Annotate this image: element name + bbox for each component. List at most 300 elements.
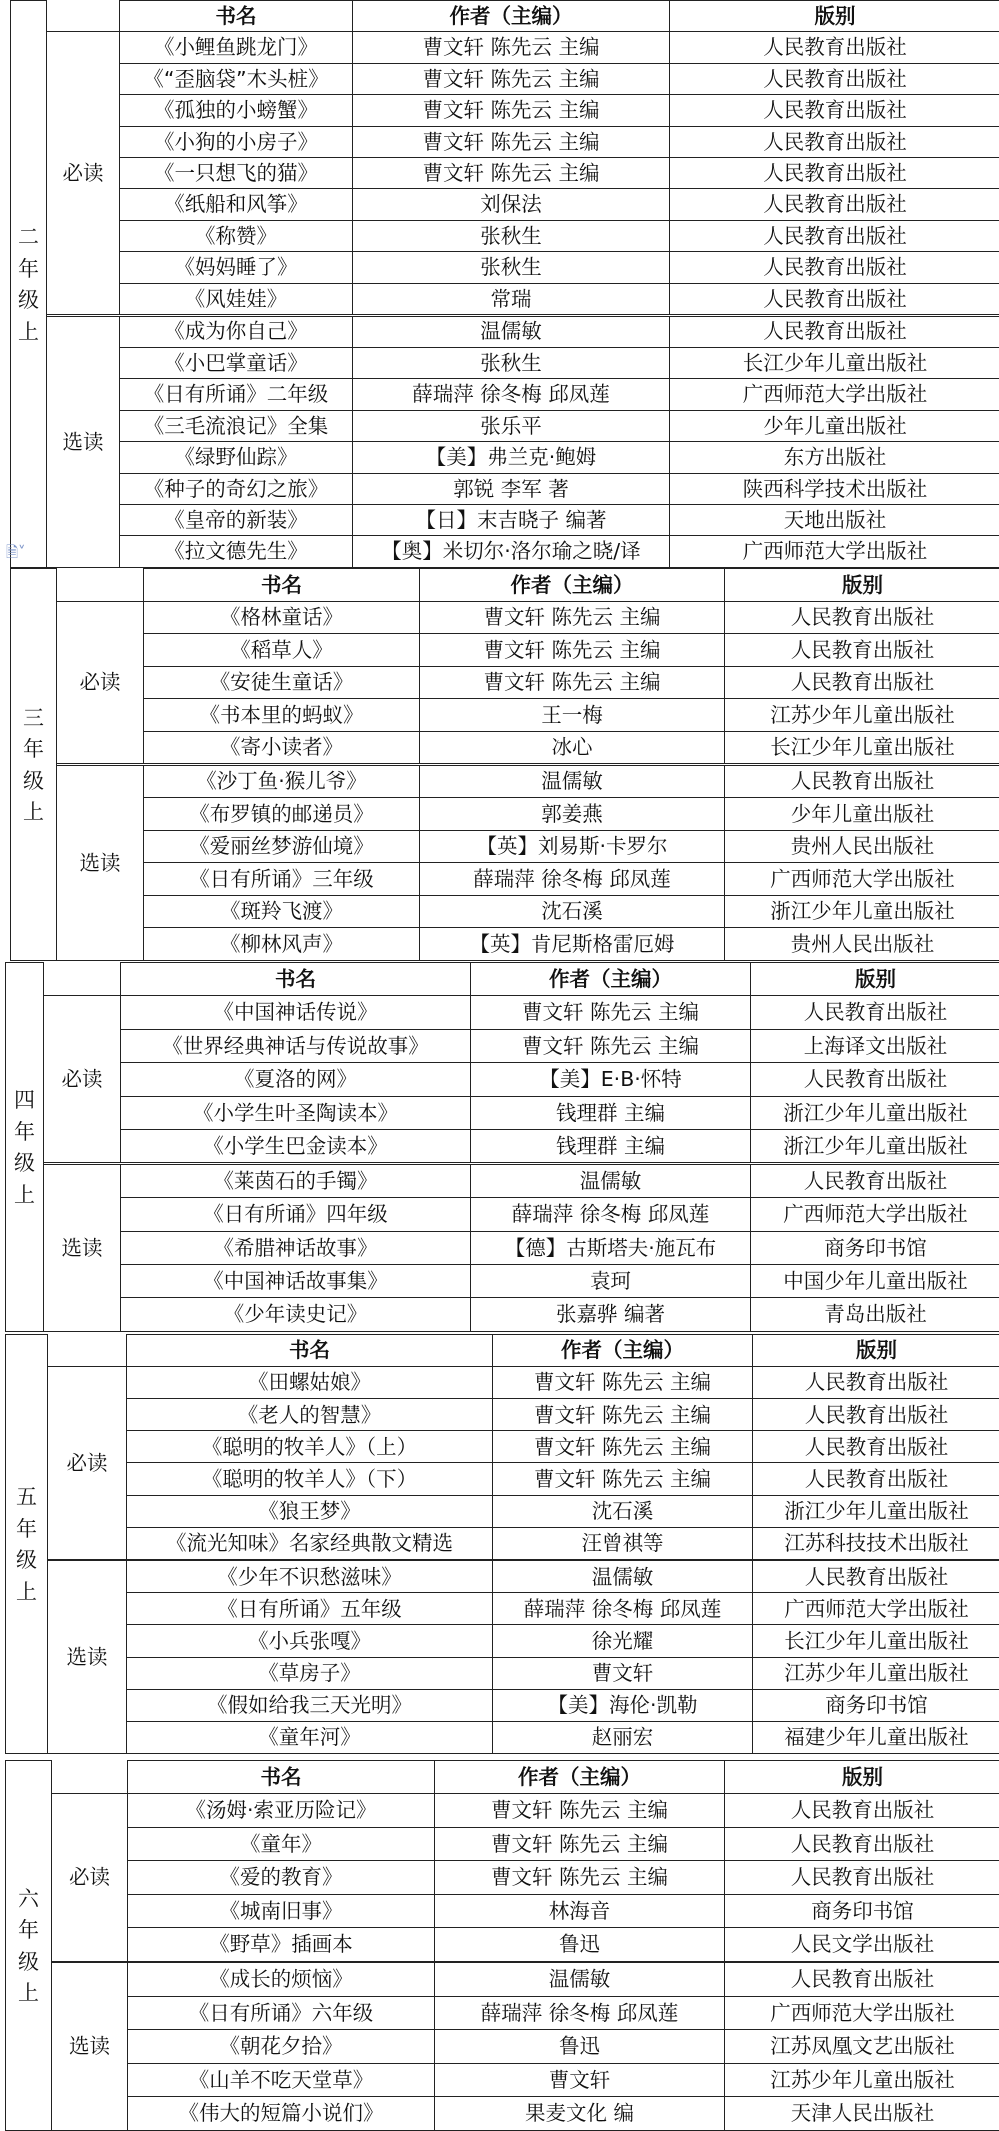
header-row [6, 1761, 999, 1794]
grade-label-char: 年 [18, 1918, 39, 1942]
book-title: 《成为你自己》 [120, 316, 353, 347]
document-icon: 🗎˅ [6, 543, 26, 561]
book-title: 《日有所诵》六年级 [128, 1996, 435, 2029]
book-author: 刘保法 [353, 189, 670, 220]
book-row [6, 1431, 999, 1463]
book-author: 温儒敏 [353, 316, 670, 347]
book-publisher: 广西师范大学出版社 [751, 1198, 999, 1231]
book-publisher: 广西师范大学出版社 [725, 863, 999, 896]
book-publisher: 福建少年儿童出版社 [753, 1721, 999, 1753]
book-row [11, 347, 999, 378]
grade-label [6, 1761, 52, 2131]
book-title: 《成长的烦恼》 [128, 1963, 435, 1996]
book-title: 《草房子》 [127, 1657, 493, 1689]
book-row [6, 1794, 999, 1827]
book-publisher: 中国少年儿童出版社 [751, 1265, 999, 1298]
book-author: 【美】弗兰克·鲍姆 [353, 442, 670, 473]
grade-label-char: 年 [23, 737, 44, 761]
header-row [6, 963, 999, 996]
book-title: 《柳林风声》 [144, 928, 420, 961]
book-row [11, 473, 999, 504]
book-publisher: 人民教育出版社 [725, 1827, 999, 1860]
book-publisher: 长江少年儿童出版社 [753, 1625, 999, 1657]
book-author: 薛瑞萍 徐冬梅 邱凤莲 [471, 1198, 751, 1231]
book-author: 曹文轩 陈先云 主编 [353, 126, 670, 157]
header-title: 书名 [120, 1, 353, 32]
book-publisher: 少年儿童出版社 [725, 798, 999, 831]
elective-label: 选读 [52, 1963, 128, 2131]
book-author: 曹文轩 陈先云 主编 [435, 1827, 725, 1860]
book-publisher: 人民教育出版社 [753, 1561, 999, 1593]
book-title: 《称赞》 [120, 220, 353, 251]
book-title: 《童年》 [128, 1827, 435, 1860]
book-author: 曹文轩 陈先云 主编 [420, 666, 725, 699]
book-title: 《汤姆·索亚历险记》 [128, 1794, 435, 1827]
book-publisher: 人民教育出版社 [725, 765, 999, 798]
book-title: 《布罗镇的邮递员》 [144, 798, 420, 831]
book-row [11, 63, 999, 94]
category-header [52, 1761, 128, 1794]
book-publisher: 人民教育出版社 [725, 666, 999, 699]
book-row [6, 1495, 999, 1527]
header-publisher: 版别 [670, 1, 999, 32]
reading-table [10, 568, 999, 961]
book-title: 《假如给我三天光明》 [127, 1689, 493, 1721]
grade-label-char: 上 [16, 1579, 37, 1604]
book-publisher: 人民教育出版社 [670, 189, 999, 220]
book-row [11, 126, 999, 157]
grade-section [5, 1760, 999, 2131]
book-author: 冰心 [420, 731, 725, 764]
book-publisher: 人民教育出版社 [725, 601, 999, 634]
book-author: 曹文轩 陈先云 主编 [353, 158, 670, 189]
book-title: 《纸船和风筝》 [120, 189, 353, 220]
book-row [11, 442, 999, 473]
reading-table [5, 1334, 999, 1754]
book-row [6, 1198, 999, 1231]
header-title: 书名 [128, 1761, 435, 1794]
grade-label [6, 1335, 48, 1754]
book-publisher: 人民教育出版社 [670, 316, 999, 347]
book-title: 《野草》插画本 [128, 1928, 435, 1961]
header-row [6, 1335, 999, 1367]
book-row [11, 189, 999, 220]
header-author: 作者（主编） [353, 1, 670, 32]
book-publisher: 商务印书馆 [725, 1894, 999, 1927]
book-publisher: 人民教育出版社 [753, 1367, 999, 1399]
book-row [6, 1593, 999, 1625]
book-author: 林海音 [435, 1894, 725, 1927]
required-label: 必读 [57, 601, 144, 764]
elective-label: 选读 [48, 1561, 127, 1754]
category-header [48, 1335, 127, 1367]
book-row [6, 1231, 999, 1264]
book-author: 温儒敏 [420, 765, 725, 798]
book-publisher: 广西师范大学出版社 [670, 536, 999, 568]
book-row [6, 1996, 999, 2029]
book-author: 郭锐 李军 著 [353, 473, 670, 504]
grade-label-char: 年 [18, 256, 39, 281]
book-author: 钱理群 主编 [471, 1129, 751, 1162]
book-publisher: 广西师范大学出版社 [725, 1996, 999, 2029]
book-publisher: 人民教育出版社 [753, 1463, 999, 1495]
book-author: 曹文轩 陈先云 主编 [493, 1399, 753, 1431]
book-publisher: 人民教育出版社 [753, 1431, 999, 1463]
grade-label-char: 二 [18, 225, 39, 249]
book-author: 【德】古斯塔夫·施瓦布 [471, 1231, 751, 1264]
book-title: 《城南旧事》 [128, 1894, 435, 1927]
grade-section [10, 0, 999, 568]
book-row [6, 1657, 999, 1689]
book-row [6, 1561, 999, 1593]
book-row [11, 765, 999, 798]
book-title: 《流光知味》名家经典散文精选 [127, 1527, 493, 1559]
header-row [11, 1, 999, 32]
book-author: 曹文轩 陈先云 主编 [435, 1794, 725, 1827]
book-author: 曹文轩 陈先云 主编 [353, 63, 670, 94]
book-row [6, 1625, 999, 1657]
book-author: 曹文轩 陈先云 主编 [435, 1861, 725, 1894]
book-author: 曹文轩 陈先云 主编 [493, 1431, 753, 1463]
grade-label-char: 级 [18, 1949, 39, 1974]
book-author: 张嘉骅 编著 [471, 1298, 751, 1332]
book-row [11, 220, 999, 251]
grade-label [11, 1, 47, 568]
required-label: 必读 [52, 1794, 128, 1961]
book-publisher: 浙江少年儿童出版社 [751, 1096, 999, 1129]
book-author: 薛瑞萍 徐冬梅 邱凤莲 [420, 863, 725, 896]
book-publisher: 贵州人民出版社 [725, 830, 999, 863]
grade-label [11, 569, 57, 961]
book-row [11, 158, 999, 189]
reading-table [5, 1760, 999, 2131]
book-publisher: 人民教育出版社 [670, 220, 999, 251]
book-row [11, 283, 999, 314]
book-author: 薛瑞萍 徐冬梅 邱凤莲 [353, 379, 670, 410]
book-row [11, 699, 999, 732]
book-author: 温儒敏 [435, 1963, 725, 1996]
book-title: 《小学生巴金读本》 [121, 1129, 471, 1162]
required-label: 必读 [47, 32, 120, 315]
grade-label-char: 上 [23, 800, 44, 824]
book-title: 《三毛流浪记》全集 [120, 410, 353, 441]
book-author: 【美】海伦·凯勒 [493, 1689, 753, 1721]
book-row [6, 1527, 999, 1559]
header-author: 作者（主编） [493, 1335, 753, 1367]
book-row [11, 863, 999, 896]
book-author: 钱理群 主编 [471, 1096, 751, 1129]
book-author: 张秋生 [353, 252, 670, 283]
book-row [6, 2030, 999, 2063]
book-row [6, 1164, 999, 1197]
category-header [44, 963, 121, 996]
book-row [11, 895, 999, 928]
book-publisher: 天津人民出版社 [725, 2097, 999, 2131]
book-title: 《日有所诵》三年级 [144, 863, 420, 896]
book-publisher: 少年儿童出版社 [670, 410, 999, 441]
book-title: 《孤独的小螃蟹》 [120, 95, 353, 126]
book-author: 【英】肯尼斯格雷厄姆 [420, 928, 725, 961]
book-row [11, 504, 999, 535]
book-publisher: 人民教育出版社 [751, 1063, 999, 1096]
book-row [6, 1265, 999, 1298]
book-title: 《朝花夕拾》 [128, 2030, 435, 2063]
grade-label-char: 六 [18, 1886, 39, 1911]
book-row [6, 1721, 999, 1753]
grade-label-char: 级 [16, 1548, 37, 1572]
grade-section [5, 1334, 999, 1754]
book-title: 《聪明的牧羊人》（下） [127, 1463, 493, 1495]
book-publisher: 人民教育出版社 [725, 1794, 999, 1827]
book-title: 《狼王梦》 [127, 1495, 493, 1527]
book-title: 《爱丽丝梦游仙境》 [144, 830, 420, 863]
book-title: 《种子的奇幻之旅》 [120, 473, 353, 504]
book-publisher: 陕西科学技术出版社 [670, 473, 999, 504]
book-author: 曹文轩 陈先云 主编 [420, 601, 725, 634]
book-author: 曹文轩 陈先云 主编 [471, 996, 751, 1029]
grade-label-char: 级 [23, 768, 44, 793]
book-publisher: 广西师范大学出版社 [753, 1593, 999, 1625]
elective-label: 选读 [47, 316, 120, 567]
book-title: 《爱的教育》 [128, 1861, 435, 1894]
book-publisher: 青岛出版社 [751, 1298, 999, 1332]
book-author: 汪曾祺等 [493, 1527, 753, 1559]
header-title: 书名 [127, 1335, 493, 1367]
book-title: 《世界经典神话与传说故事》 [121, 1029, 471, 1062]
header-publisher: 版别 [725, 1761, 999, 1794]
book-title: 《中国神话传说》 [121, 996, 471, 1029]
book-row [11, 536, 999, 568]
book-title: 《莱茵石的手镯》 [121, 1164, 471, 1197]
book-row [6, 1298, 999, 1332]
book-author: 果麦文化 编 [435, 2097, 725, 2131]
book-row [6, 1963, 999, 1996]
book-publisher: 江苏少年儿童出版社 [725, 699, 999, 732]
book-row [6, 1894, 999, 1927]
book-publisher: 人民教育出版社 [751, 1164, 999, 1197]
book-row [6, 1063, 999, 1096]
book-title: 《小狗的小房子》 [120, 126, 353, 157]
book-row [11, 95, 999, 126]
reading-table [10, 0, 999, 568]
book-title: 《伟大的短篇小说们》 [128, 2097, 435, 2131]
book-row [6, 1129, 999, 1162]
book-author: 温儒敏 [493, 1561, 753, 1593]
book-title: 《夏洛的网》 [121, 1063, 471, 1096]
book-row [6, 2097, 999, 2131]
book-publisher: 浙江少年儿童出版社 [751, 1129, 999, 1162]
book-author: 【英】刘易斯·卡罗尔 [420, 830, 725, 863]
book-row [6, 2063, 999, 2096]
book-publisher: 人民教育出版社 [670, 63, 999, 94]
book-title: 《聪明的牧羊人》（上） [127, 1431, 493, 1463]
book-title: 《格林童话》 [144, 601, 420, 634]
book-row [11, 798, 999, 831]
book-row [6, 1689, 999, 1721]
book-author: 鲁迅 [435, 1928, 725, 1961]
grade-section [10, 568, 999, 961]
book-publisher: 浙江少年儿童出版社 [753, 1495, 999, 1527]
book-title: 《少年不识愁滋味》 [127, 1561, 493, 1593]
grade-label-char: 上 [18, 319, 39, 344]
book-author: 曹文轩 陈先云 主编 [493, 1463, 753, 1495]
book-publisher: 人民教育出版社 [753, 1399, 999, 1431]
book-title: 《少年读史记》 [121, 1298, 471, 1332]
book-publisher: 长江少年儿童出版社 [725, 731, 999, 764]
book-title: 《山羊不吃天堂草》 [128, 2063, 435, 2096]
book-publisher: 广西师范大学出版社 [670, 379, 999, 410]
book-publisher: 天地出版社 [670, 504, 999, 535]
book-row [6, 1928, 999, 1961]
book-author: 薛瑞萍 徐冬梅 邱凤莲 [435, 1996, 725, 2029]
book-title: 《寄小读者》 [144, 731, 420, 764]
book-author: 王一梅 [420, 699, 725, 732]
book-publisher: 贵州人民出版社 [725, 928, 999, 961]
book-author: 张乐平 [353, 410, 670, 441]
elective-label: 选读 [44, 1164, 121, 1331]
grade-label-char: 五 [16, 1485, 37, 1509]
book-author: 曹文轩 陈先云 主编 [493, 1367, 753, 1399]
book-publisher: 商务印书馆 [753, 1689, 999, 1721]
book-title: 《小兵张嘎》 [127, 1625, 493, 1657]
book-title: 《书本里的蚂蚁》 [144, 699, 420, 732]
book-title: 《老人的智慧》 [127, 1399, 493, 1431]
book-author: 徐光耀 [493, 1625, 753, 1657]
category-header [47, 1, 120, 32]
book-author: 【日】末吉晓子 编著 [353, 504, 670, 535]
book-title: 《皇帝的新装》 [120, 504, 353, 535]
book-author: 曹文轩 陈先云 主编 [353, 32, 670, 63]
book-publisher: 商务印书馆 [751, 1231, 999, 1264]
book-publisher: 人民教育出版社 [725, 1861, 999, 1894]
book-publisher: 上海译文出版社 [751, 1029, 999, 1062]
book-row [11, 410, 999, 441]
book-row [11, 634, 999, 667]
grade-label-char: 级 [18, 288, 39, 312]
book-publisher: 人民教育出版社 [670, 126, 999, 157]
book-title: 《一只想飞的猫》 [120, 158, 353, 189]
book-row [6, 1463, 999, 1495]
grade-label [6, 963, 44, 1332]
book-row [11, 316, 999, 347]
book-publisher: 东方出版社 [670, 442, 999, 473]
book-title: 《妈妈睡了》 [120, 252, 353, 283]
book-row [6, 1029, 999, 1062]
header-title: 书名 [144, 569, 420, 602]
book-row [11, 928, 999, 961]
book-title: 《拉文德先生》 [120, 536, 353, 568]
book-author: 张秋生 [353, 347, 670, 378]
book-title: 《日有所诵》二年级 [120, 379, 353, 410]
book-author: 曹文轩 陈先云 主编 [353, 95, 670, 126]
book-publisher: 人民教育出版社 [725, 1963, 999, 1996]
book-publisher: 人民教育出版社 [670, 95, 999, 126]
book-publisher: 人民教育出版社 [670, 32, 999, 63]
header-author: 作者（主编） [471, 963, 751, 996]
book-title: 《童年河》 [127, 1721, 493, 1753]
header-author: 作者（主编） [420, 569, 725, 602]
grade-section [5, 962, 999, 1332]
grade-label-char: 年 [16, 1516, 37, 1541]
book-author: 常瑞 [353, 283, 670, 314]
grade-label-char: 三 [23, 705, 44, 730]
book-author: 沈石溪 [420, 895, 725, 928]
book-publisher: 长江少年儿童出版社 [670, 347, 999, 378]
book-row [11, 666, 999, 699]
book-author: 曹文轩 [493, 1657, 753, 1689]
book-row [11, 601, 999, 634]
book-title: 《绿野仙踪》 [120, 442, 353, 473]
book-publisher: 人民教育出版社 [670, 158, 999, 189]
book-row [11, 731, 999, 764]
book-author: 曹文轩 陈先云 主编 [420, 634, 725, 667]
book-author: 薛瑞萍 徐冬梅 邱凤莲 [493, 1593, 753, 1625]
book-title: 《斑羚飞渡》 [144, 895, 420, 928]
book-row [11, 32, 999, 63]
header-publisher: 版别 [751, 963, 999, 996]
book-publisher: 人民教育出版社 [670, 283, 999, 314]
book-author: 郭姜燕 [420, 798, 725, 831]
book-row [11, 830, 999, 863]
book-author: 张秋生 [353, 220, 670, 251]
book-title: 《希腊神话故事》 [121, 1231, 471, 1264]
book-title: 《稻草人》 [144, 634, 420, 667]
book-title: 《安徒生童话》 [144, 666, 420, 699]
book-author: 【奥】米切尔·洛尔瑜之晓/译 [353, 536, 670, 568]
book-publisher: 人民教育出版社 [725, 634, 999, 667]
book-author: 鲁迅 [435, 2030, 725, 2063]
book-author: 赵丽宏 [493, 1721, 753, 1753]
header-title: 书名 [121, 963, 471, 996]
header-publisher: 版别 [753, 1335, 999, 1367]
grade-label-char: 上 [18, 1981, 39, 2005]
book-row [6, 1827, 999, 1860]
book-publisher: 人民文学出版社 [725, 1928, 999, 1961]
book-title: 《日有所诵》四年级 [121, 1198, 471, 1231]
book-row [6, 1367, 999, 1399]
book-row [6, 1399, 999, 1431]
book-publisher: 江苏凤凰文艺出版社 [725, 2030, 999, 2063]
header-author: 作者（主编） [435, 1761, 725, 1794]
book-publisher: 人民教育出版社 [670, 252, 999, 283]
book-publisher: 江苏科技技术出版社 [753, 1527, 999, 1559]
book-row [6, 1096, 999, 1129]
grade-label-char: 级 [14, 1151, 35, 1175]
book-title: 《田螺姑娘》 [127, 1367, 493, 1399]
book-title: 《中国神话故事集》 [121, 1265, 471, 1298]
required-label: 必读 [44, 996, 121, 1163]
book-row [11, 379, 999, 410]
book-author: 曹文轩 陈先云 主编 [471, 1029, 751, 1062]
book-title: 《“歪脑袋”木头桩》 [120, 63, 353, 94]
grade-label-char: 年 [14, 1119, 35, 1144]
book-publisher: 江苏少年儿童出版社 [753, 1657, 999, 1689]
header-row [11, 569, 999, 602]
elective-label: 选读 [57, 765, 144, 960]
book-title: 《小巴掌童话》 [120, 347, 353, 378]
book-row [11, 252, 999, 283]
grade-label-char: 上 [14, 1182, 35, 1207]
book-title: 《风娃娃》 [120, 283, 353, 314]
book-author: 沈石溪 [493, 1495, 753, 1527]
book-author: 【美】E·B·怀特 [471, 1063, 751, 1096]
book-title: 《小学生叶圣陶读本》 [121, 1096, 471, 1129]
category-header [57, 569, 144, 602]
grade-label-char: 四 [14, 1088, 35, 1112]
book-row [6, 996, 999, 1029]
reading-table [5, 962, 999, 1332]
book-title: 《小鲤鱼跳龙门》 [120, 32, 353, 63]
